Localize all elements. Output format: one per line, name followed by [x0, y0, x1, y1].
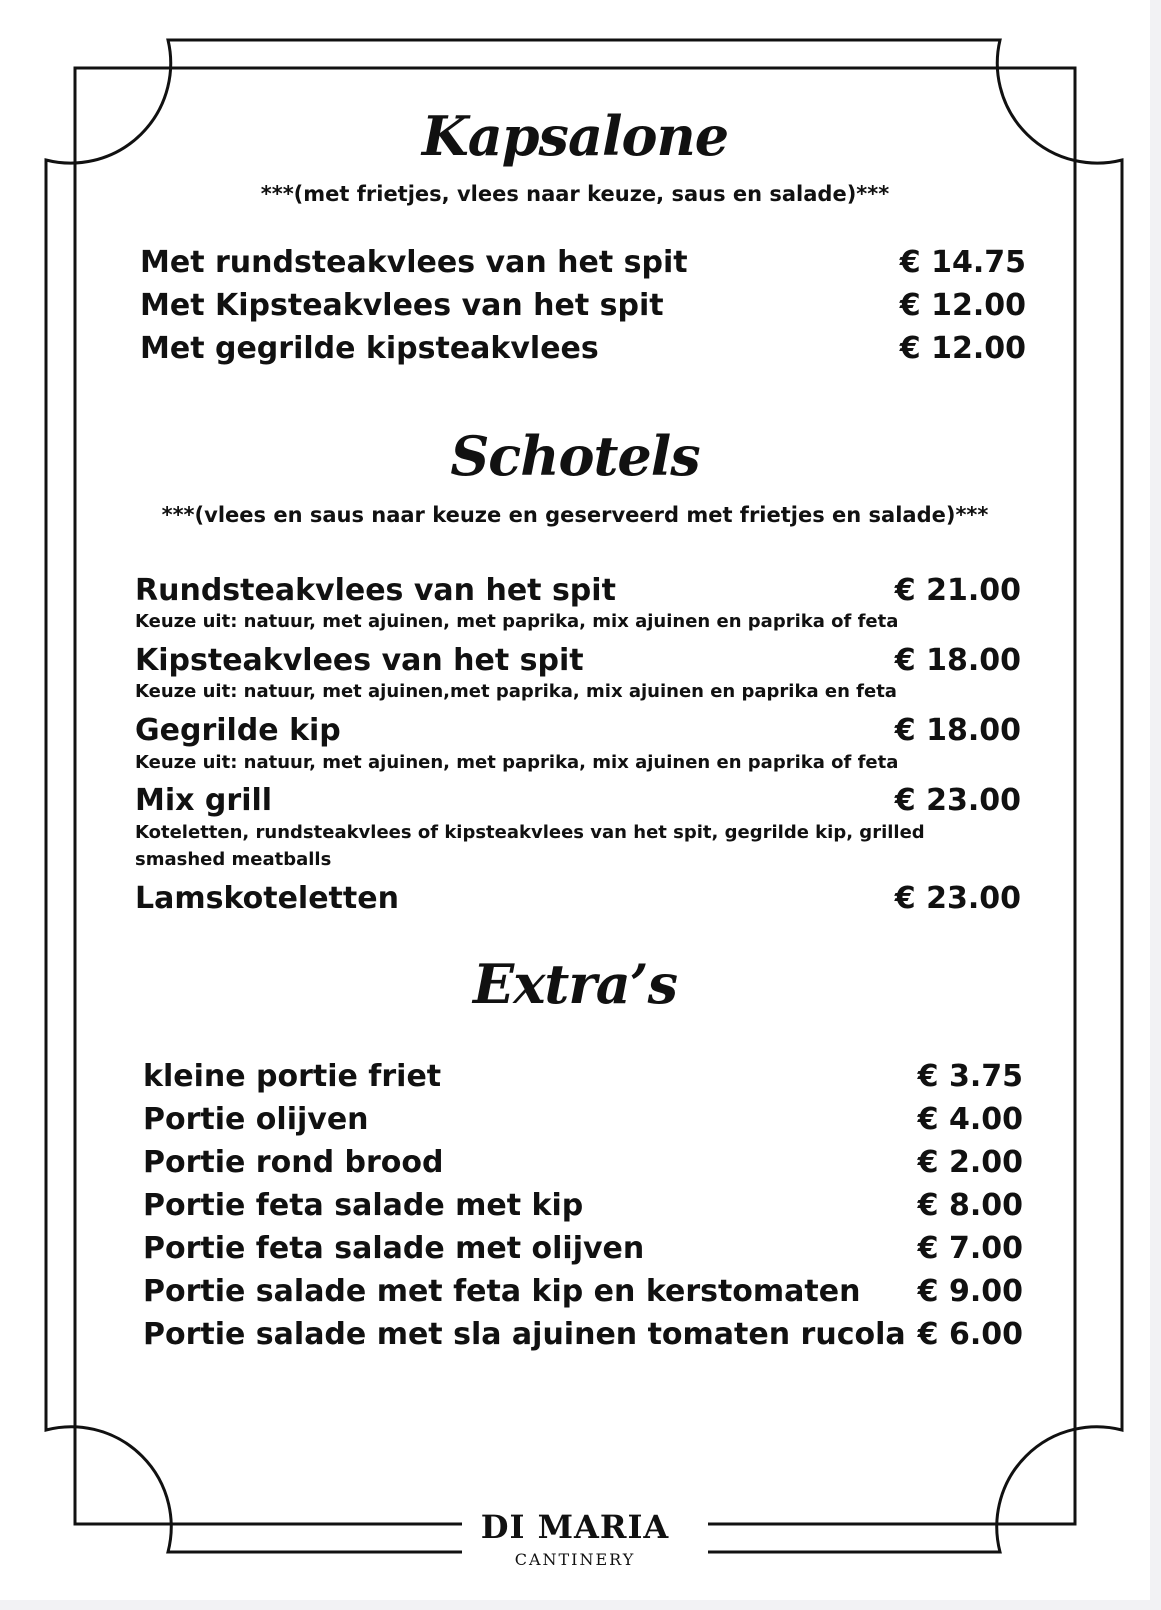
item-price: € 9.00 — [917, 1274, 1023, 1309]
extras-title: Extra’s — [473, 952, 677, 1016]
item-price: € 7.00 — [917, 1231, 1023, 1266]
item-name: Met Kipsteakvlees van het spit — [140, 288, 664, 323]
schotels-title: Schotels — [450, 424, 700, 488]
menu-item — [135, 878, 1021, 920]
item-name: Kipsteakvlees van het spit — [135, 643, 584, 678]
item-name: Portie rond brood — [143, 1145, 444, 1180]
item-name: Portie feta salade met kip — [143, 1188, 584, 1223]
item-name: Gegrilde kip — [135, 713, 341, 748]
item-name: Portie olijven — [143, 1102, 369, 1137]
item-price: € 12.00 — [899, 288, 1026, 323]
item-name: kleine portie friet — [143, 1059, 442, 1094]
menu-item — [143, 1185, 1023, 1227]
brand-tagline: CANTINERY — [514, 1550, 636, 1569]
item-name: Lamskoteletten — [135, 881, 399, 916]
menu-item — [135, 710, 1021, 752]
menu-item — [135, 640, 1021, 682]
kapsalone-note: ***(met frietjes, vlees naar keuze, saus en salade)*** — [260, 182, 890, 206]
item-price: € 3.75 — [917, 1059, 1023, 1094]
menu-item — [143, 1271, 1023, 1313]
menu-item — [140, 328, 1026, 370]
menu-item — [143, 1314, 1023, 1356]
menu-item — [143, 1099, 1023, 1141]
schotels-note: ***(vlees en saus naar keuze en geserveerd met frietjes en salade)*** — [161, 503, 989, 527]
item-name: Rundsteakvlees van het spit — [135, 573, 616, 608]
item-price: € 23.00 — [894, 881, 1021, 916]
menu-item — [135, 570, 1021, 612]
menu-item — [140, 285, 1026, 327]
item-description: Koteletten, rundsteakvlees of kipsteakvlees van het spit, gegrilde kip, grilled — [135, 822, 925, 843]
item-name: Met gegrilde kipsteakvlees — [140, 331, 599, 366]
item-description: Keuze uit: natuur, met ajuinen, met paprika, mix ajuinen en paprika of feta — [135, 611, 899, 632]
item-price: € 23.00 — [894, 783, 1021, 818]
item-price: € 2.00 — [917, 1145, 1023, 1180]
item-description: Keuze uit: natuur, met ajuinen, met paprika, mix ajuinen en paprika of feta — [135, 752, 899, 773]
item-name: Met rundsteakvlees van het spit — [140, 245, 688, 280]
item-name: Portie salade met feta kip en kerstomaten — [143, 1274, 861, 1309]
item-price: € 18.00 — [894, 643, 1021, 678]
item-description: smashed meatballs — [135, 849, 332, 870]
item-price: € 18.00 — [894, 713, 1021, 748]
menu-item — [135, 780, 1021, 822]
item-price: € 21.00 — [894, 573, 1021, 608]
brand-logo: DI MARIA — [480, 1508, 670, 1546]
menu-item — [143, 1228, 1023, 1270]
kapsalone-title: Kapsalone — [421, 104, 729, 168]
item-price: € 14.75 — [899, 245, 1026, 280]
item-name: Portie salade met sla ajuinen tomaten rucola — [143, 1317, 906, 1352]
item-description: Keuze uit: natuur, met ajuinen,met paprika, mix ajuinen en paprika en feta — [135, 681, 897, 702]
menu-item — [143, 1142, 1023, 1184]
menu-item — [143, 1056, 1023, 1098]
item-name: Mix grill — [135, 783, 273, 818]
item-price: € 4.00 — [917, 1102, 1023, 1137]
item-price: € 8.00 — [917, 1188, 1023, 1223]
item-price: € 12.00 — [899, 331, 1026, 366]
menu-item — [140, 242, 1026, 284]
item-name: Portie feta salade met olijven — [143, 1231, 645, 1266]
item-price: € 6.00 — [917, 1317, 1023, 1352]
